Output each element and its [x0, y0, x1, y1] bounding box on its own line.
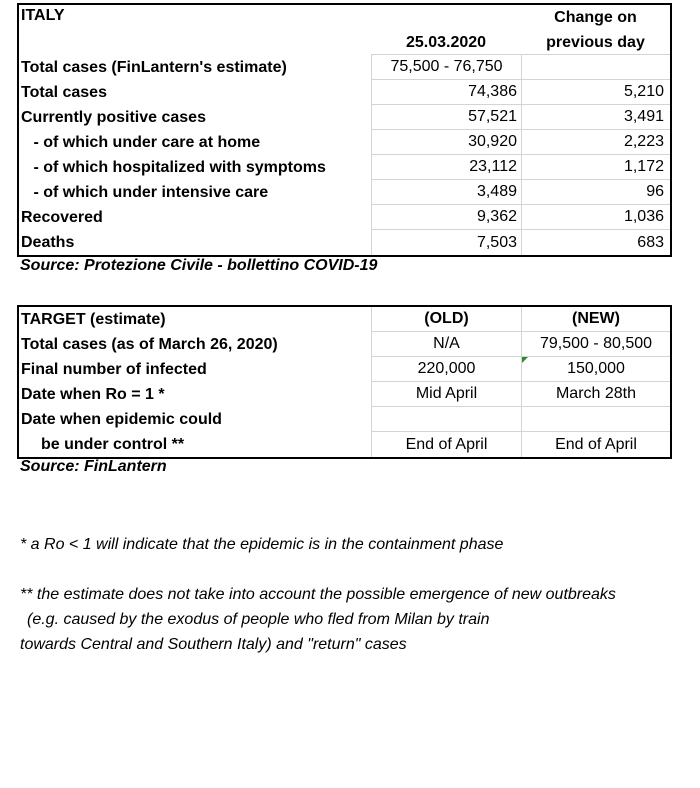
row-old: End of April: [371, 432, 521, 457]
row-new: March 28th: [521, 382, 670, 407]
comment-marker-icon: [522, 357, 528, 363]
row-value: 9,362: [371, 205, 521, 230]
row-value: 74,386: [371, 80, 521, 105]
row-old: [371, 407, 521, 432]
row-label: Recovered: [21, 208, 103, 226]
footnote-ro: * a Ro < 1 will indicate that the epidemic is in the containment phase: [20, 536, 504, 553]
row-change: [521, 55, 670, 80]
row-value: 57,521: [371, 105, 521, 130]
row-label: - of which under care at home: [29, 133, 261, 151]
table-row: [19, 357, 670, 382]
change-header-line2: previous day: [546, 33, 645, 51]
row-change: 3,491: [521, 105, 670, 130]
footnote-outbreaks-line3: towards Central and Southern Italy) and "return" cases: [20, 636, 407, 653]
table2-source: Source: FinLantern: [20, 458, 167, 475]
row-old: 220,000: [371, 357, 521, 382]
italy-cases-table: [17, 3, 672, 257]
old-header: (OLD): [371, 307, 521, 332]
table-row: [19, 205, 670, 230]
table-header-row: [19, 307, 670, 332]
row-new: End of April: [521, 432, 670, 457]
row-old: N/A: [371, 332, 521, 357]
row-value: 3,489: [371, 180, 521, 205]
row-label: Total cases (as of March 26, 2020): [21, 335, 278, 353]
row-change: 2,223: [521, 130, 670, 155]
row-label: Currently positive cases: [21, 108, 206, 126]
row-old: Mid April: [371, 382, 521, 407]
table1-source: Source: Protezione Civile - bollettino COVID-19: [20, 257, 378, 274]
row-label: - of which hospitalized with symptoms: [29, 158, 326, 176]
table-header-row: [19, 5, 670, 55]
row-label: - of which under intensive care: [29, 183, 269, 201]
row-value: 23,112: [371, 155, 521, 180]
row-change: 5,210: [521, 80, 670, 105]
new-header: (NEW): [521, 307, 670, 332]
table-row: [19, 332, 670, 357]
row-label: Total cases (FinLantern's estimate): [21, 58, 287, 76]
row-value: 30,920: [371, 130, 521, 155]
row-new: [521, 357, 670, 382]
table-row: [19, 382, 670, 407]
row-new-text: 150,000: [567, 360, 625, 377]
table-title: ITALY: [21, 7, 65, 24]
row-change: 683: [521, 230, 670, 255]
row-new: 79,500 - 80,500: [521, 332, 670, 357]
row-change: 1,172: [521, 155, 670, 180]
table-row: [19, 105, 670, 130]
table-row: [19, 155, 670, 180]
change-header-line1: Change on: [554, 8, 637, 26]
row-label: Date when Ro = 1 *: [21, 385, 165, 403]
table-row: [19, 80, 670, 105]
change-header: [521, 5, 670, 55]
row-change: 96: [521, 180, 670, 205]
table-row: [19, 432, 670, 457]
row-value: 7,503: [371, 230, 521, 255]
row-label: Total cases: [21, 83, 107, 101]
table-row: [19, 130, 670, 155]
footnote-outbreaks-line1: ** the estimate does not take into account the possible emergence of new outbreaks: [20, 586, 616, 603]
date-header: 25.03.2020: [371, 5, 521, 55]
table-title: TARGET (estimate): [21, 310, 166, 328]
footnote-outbreaks-line2: (e.g. caused by the exodus of people who fled from Milan by train: [27, 611, 490, 628]
row-value: 75,500 - 76,750: [371, 55, 521, 80]
table-row: [19, 180, 670, 205]
table-row: [19, 230, 670, 255]
row-label: be under control **: [41, 435, 185, 453]
table-row: [19, 55, 670, 80]
row-new: [521, 407, 670, 432]
row-label: Date when epidemic could: [21, 410, 222, 428]
row-label: Final number of infected: [21, 360, 207, 378]
row-change: 1,036: [521, 205, 670, 230]
row-label: Deaths: [21, 233, 75, 251]
target-estimate-table: [17, 305, 672, 459]
table-row: [19, 407, 670, 432]
